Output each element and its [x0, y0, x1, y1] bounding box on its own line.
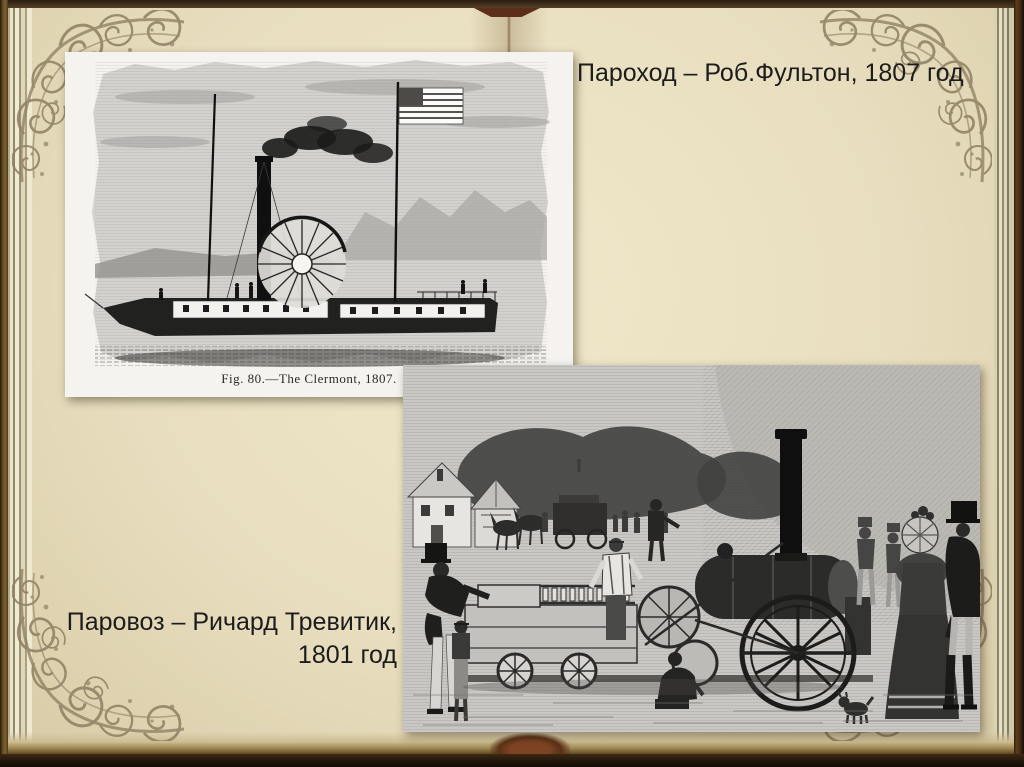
- american-flag: [399, 88, 463, 124]
- book-frame-bottom: [0, 754, 1024, 767]
- paddle-wheel: [258, 217, 346, 308]
- page-edge-stripes-right: [994, 8, 1014, 747]
- locomotive-engraving: [403, 365, 980, 732]
- steamboat-engraving: [65, 52, 573, 397]
- locomotive-label: [67, 606, 397, 672]
- locomotive-label-line1: Паровоз – Ричард Тревитик,: [66, 608, 397, 636]
- steamboat-scene: [85, 60, 550, 386]
- locomotive-label-line2: 1801 год: [297, 641, 397, 669]
- steamboat-label: Пароход – Роб.Фультон, 1807 год: [577, 59, 964, 87]
- book-frame-right: [1014, 0, 1024, 767]
- book-frame-top: [0, 0, 1024, 8]
- corner-ornament-top-right: [812, 10, 992, 190]
- book-frame-left: [0, 0, 8, 767]
- figure-caption: Fig. 80.—The Clermont, 1807.: [221, 371, 397, 386]
